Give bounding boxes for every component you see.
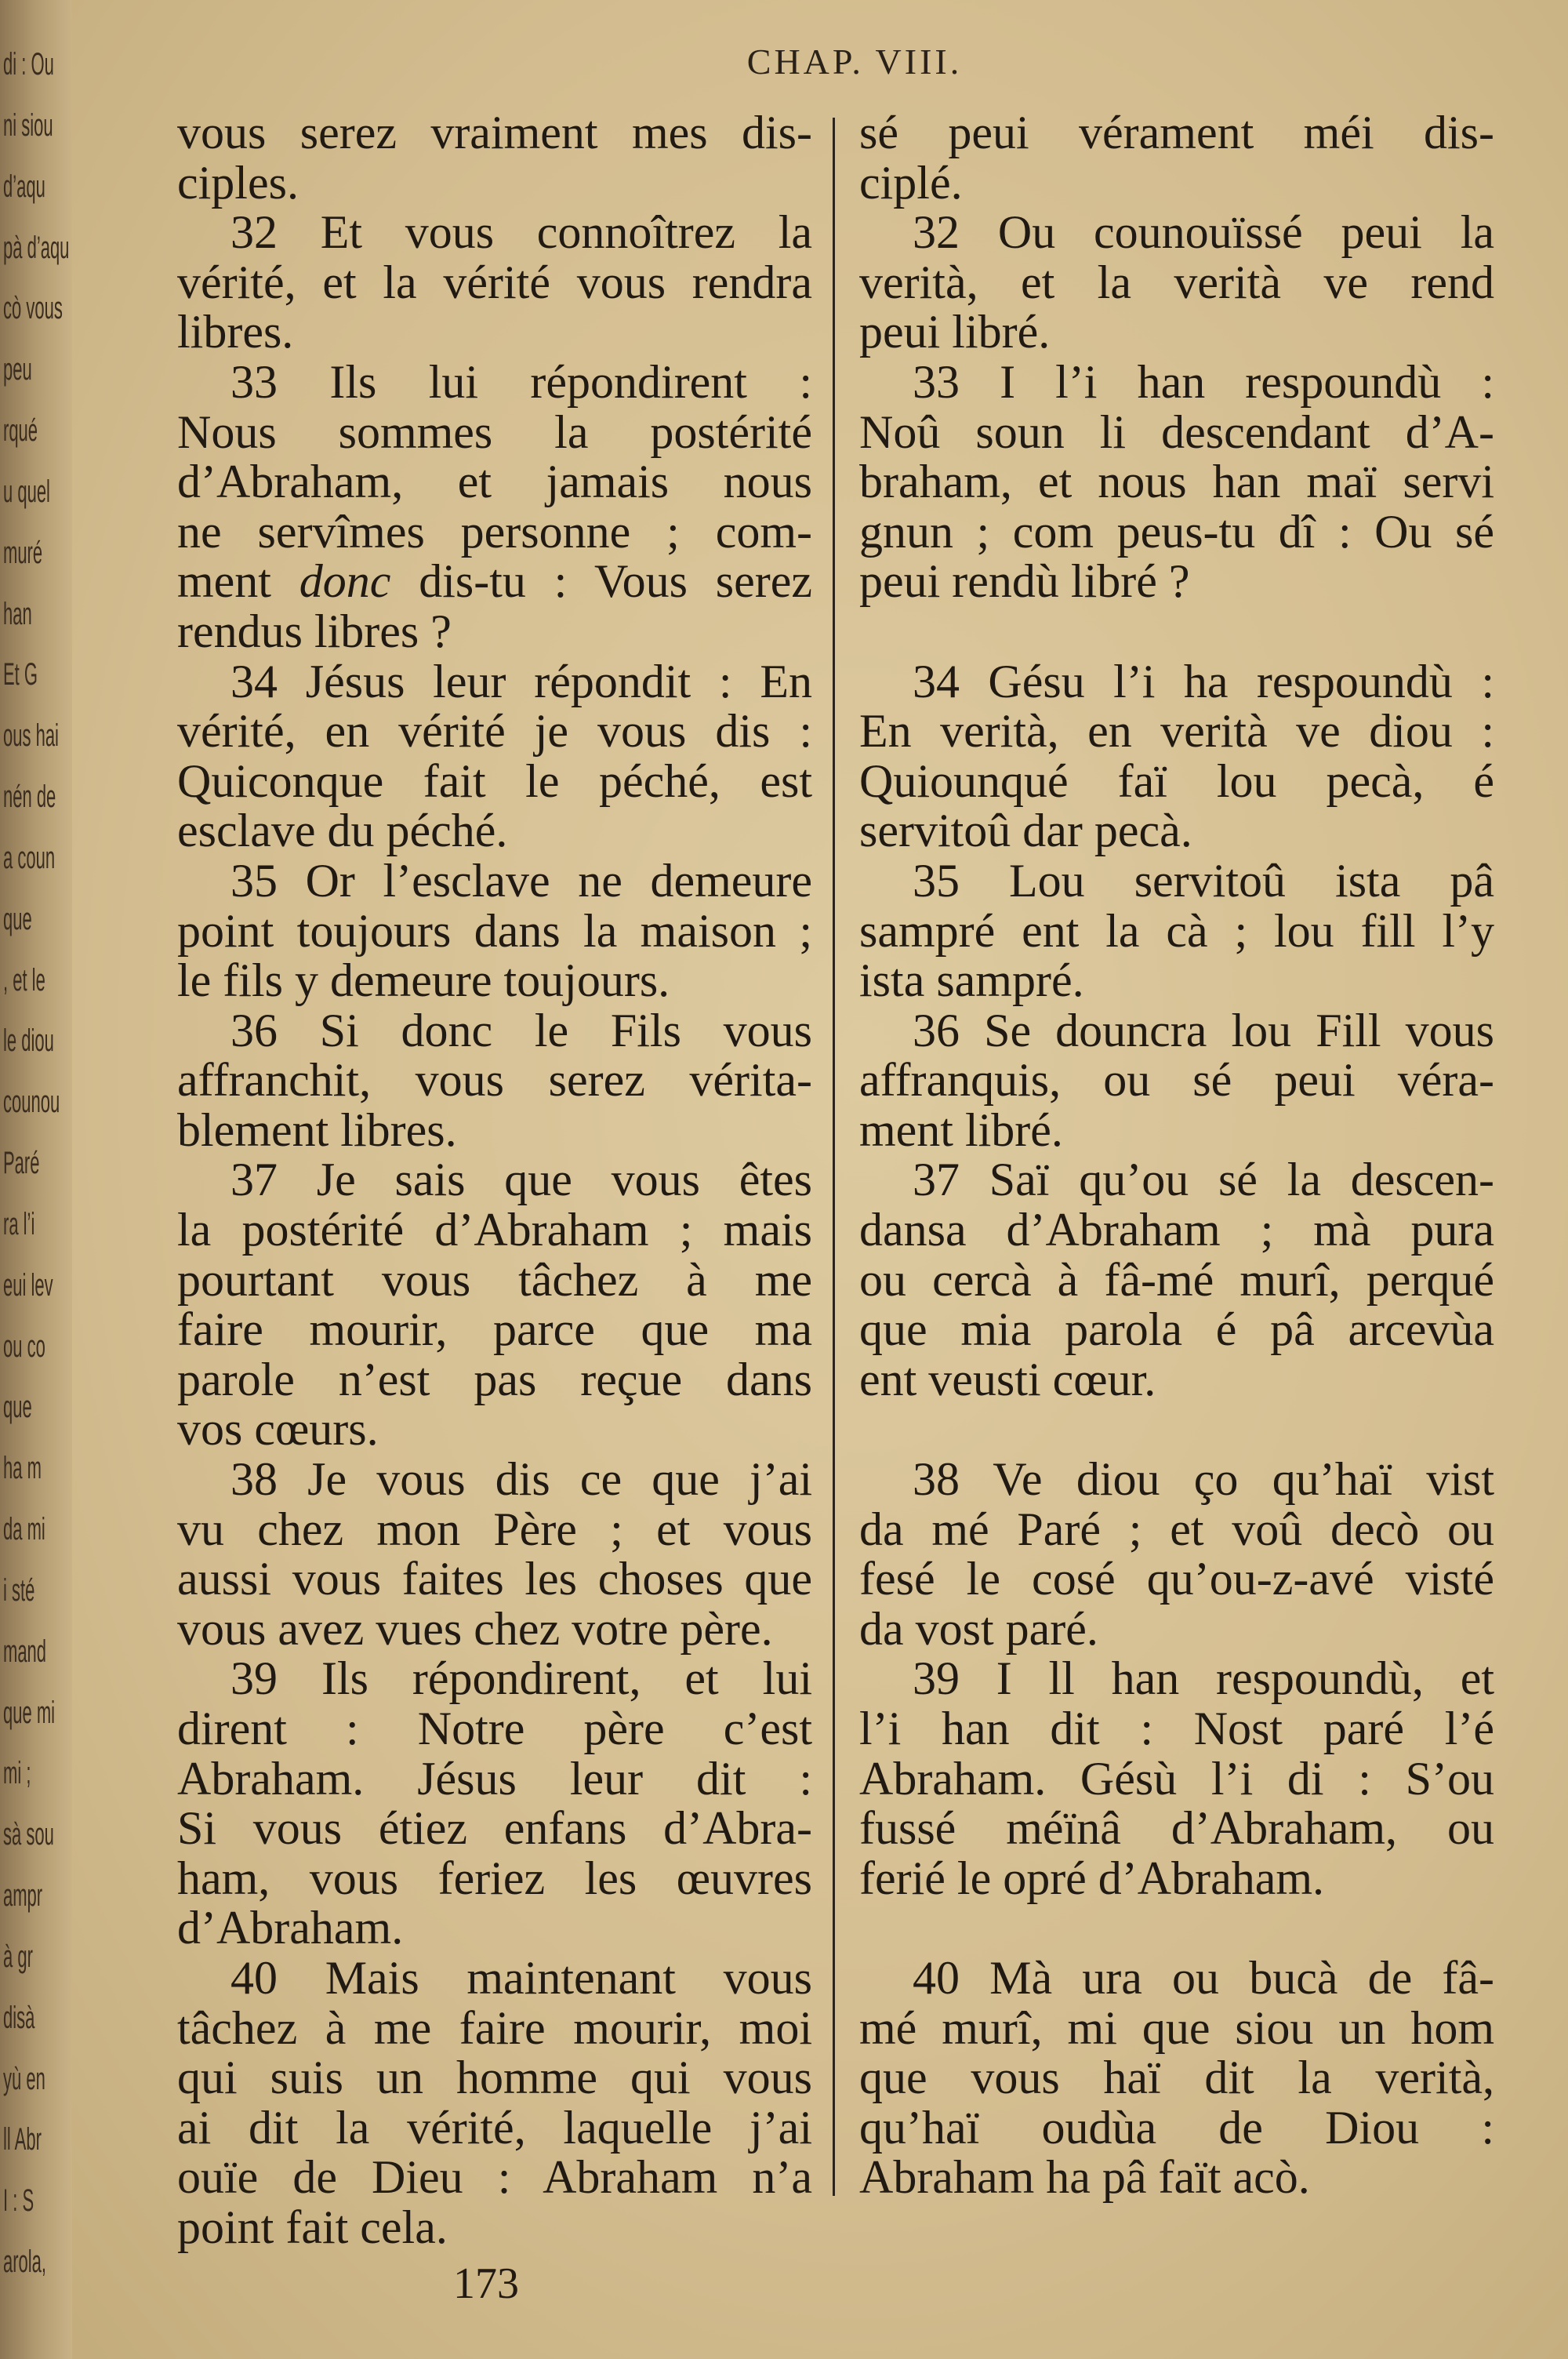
- text-line: ciples.: [177, 156, 299, 209]
- text-line: 35 Or l’esclave ne demeure: [230, 854, 812, 907]
- text-line: ment libré.: [859, 1103, 1063, 1156]
- gutter-fragment: que mi: [3, 1695, 56, 1730]
- text-line: gnun ; com peus-tu dî : Ou sé: [859, 505, 1494, 558]
- text-line: sé peui vérament méi dis-: [859, 107, 1494, 158]
- blank-line: [859, 1405, 1494, 1455]
- gutter-fragment: peu: [3, 352, 32, 387]
- text-line: 40 Mais maintenant vous: [230, 1951, 812, 2004]
- gutter-fragment: i sté: [3, 1572, 35, 1608]
- gutter-fragment: u quel: [3, 474, 50, 509]
- gutter-fragment: mi ;: [3, 1756, 31, 1791]
- text-line: 34 Jésus leur répondit : En: [230, 655, 812, 707]
- text-line: rendus libres ?: [177, 605, 452, 657]
- text-line: 39 Ils répondirent, et lui: [230, 1652, 812, 1705]
- text-line: ne servîmes personne ; com-: [177, 505, 812, 558]
- text-line: ouïe de Dieu : Abraham n’a: [177, 2151, 812, 2204]
- text-line: vérité, et la vérité vous rendra: [177, 256, 812, 308]
- text-line: la postérité d’Abraham ; mais: [177, 1204, 812, 1256]
- text-line: ham, vous feriez les œuvres: [177, 1852, 812, 1904]
- text-line: faire mourir, parce que ma: [177, 1303, 812, 1356]
- blank-line: [859, 607, 1494, 657]
- page-number: 173: [453, 2259, 519, 2308]
- gutter-fragment: ni siou: [3, 107, 53, 143]
- text-line: 36 Si donc le Fils vous: [230, 1004, 812, 1056]
- text-line: ou cercà à fâ-mé murî, perqué: [859, 1253, 1494, 1306]
- gutter-fragment: nén de: [3, 780, 56, 815]
- text-line: aussi vous faites les choses que: [177, 1553, 812, 1605]
- text-line: tâchez à me faire mourir, moi: [177, 2001, 812, 2054]
- gutter-fragment: pà d’aqu: [3, 230, 70, 265]
- chapter-title: CHAP. VIII.: [746, 42, 963, 82]
- text-line: d’Abraham, et jamais nous: [177, 456, 812, 508]
- text-line: 37 Je sais que vous êtes: [230, 1154, 812, 1206]
- text-line: ment donc dis-tu : Vous serez: [177, 555, 812, 608]
- text-line: que vous haï dit la verità,: [859, 2052, 1494, 2104]
- text-line: Noû soun li descendant d’A-: [859, 405, 1494, 458]
- gutter-fragment: a coun: [3, 840, 56, 875]
- text-line: 34 Gésu l’i ha respoundù :: [913, 655, 1494, 707]
- text-line: braham, et nous han maï servi: [859, 456, 1494, 508]
- text-line: l’i han dit : Nost paré l’é: [859, 1703, 1494, 1754]
- gutter-fragment: ha m: [3, 1451, 42, 1486]
- text-line: fussé méïnâ d’Abraham, ou: [859, 1802, 1494, 1855]
- text-line: point toujours dans la maison ;: [177, 904, 812, 957]
- text-line: point fait cela.: [177, 2201, 448, 2253]
- text-line: Abraham. Gésù l’i di : S’ou: [859, 1752, 1494, 1805]
- text-line: peui libré.: [859, 306, 1051, 358]
- text-line: 33 I l’i han respoundù :: [913, 355, 1494, 408]
- gutter-fragment: à gr: [3, 1939, 33, 1974]
- chapter-header: [0, 41, 1568, 82]
- gutter-fragment: ou co: [3, 1329, 45, 1364]
- text-line: 37 Saï qu’ou sé la descen-: [913, 1154, 1494, 1206]
- text-line: vérité, en vérité je vous dis :: [177, 705, 812, 758]
- gutter-fragment: muré: [3, 535, 43, 570]
- gutter-fragment: I : S: [3, 2183, 34, 2219]
- text-line: ciplé.: [859, 156, 963, 209]
- text-line: que mia parola é pâ arcevùa: [859, 1303, 1494, 1356]
- text-line: blement libres.: [177, 1103, 457, 1156]
- text-line: Abraham. Jésus leur dit :: [177, 1752, 812, 1805]
- text-line: pourtant vous tâchez à me: [177, 1253, 812, 1306]
- italic-word: donc: [299, 555, 391, 608]
- text-line: 39 I ll han respoundù, et: [913, 1652, 1494, 1705]
- text-line: vos cœurs.: [177, 1403, 379, 1456]
- adjacent-page-edge: [0, 0, 72, 2359]
- text-line: 40 Mà ura ou bucà de fâ-: [913, 1951, 1494, 2004]
- column-divider: [833, 118, 835, 2196]
- gutter-fragment: sà sou: [3, 1817, 54, 1852]
- text-line: 35 Lou servitoû ista pâ: [913, 854, 1494, 907]
- gutter-fragment: mand: [3, 1634, 47, 1669]
- text-line: peui rendù libré ?: [859, 555, 1190, 608]
- gutter-fragment: arola,: [3, 2245, 47, 2280]
- gutter-fragment: que: [3, 901, 32, 936]
- gutter-fragment: ampr: [3, 1878, 43, 1914]
- gutter-fragment: ll Abr: [3, 2122, 42, 2157]
- text-line: affranquis, ou sé peui véra-: [859, 1054, 1494, 1107]
- gutter-fragment: Paré: [3, 1146, 40, 1181]
- text-line: affranchit, vous serez vérita-: [177, 1054, 812, 1107]
- text-line: 38 Je vous dis ce que j’ai: [230, 1453, 812, 1506]
- text-line: vous serez vraiment mes dis-: [177, 107, 812, 158]
- text-line: vu chez mon Père ; et vous: [177, 1503, 812, 1555]
- text-line: En verità, en verità ve diou :: [859, 705, 1494, 758]
- gutter-fragment: cò vous: [3, 291, 63, 326]
- text-line: qu’haï oudùa de Diou :: [859, 2101, 1494, 2154]
- gutter-fragment: di : Ou: [3, 47, 54, 82]
- text-line: ent veusti cœur.: [859, 1353, 1156, 1405]
- text-line: da mé Paré ; et voû decò ou: [859, 1503, 1494, 1555]
- gutter-fragment: eui lev: [3, 1267, 53, 1303]
- gutter-fragment: Et G: [3, 657, 38, 692]
- gutter-fragment: d’aqu: [3, 169, 45, 204]
- gutter-fragment: , et le: [3, 962, 45, 998]
- text-line: 36 Se douncra lou Fill vous: [913, 1004, 1494, 1056]
- gutter-fragment: counou: [3, 1085, 60, 1120]
- blank-line: [859, 1903, 1494, 1954]
- text-line: 32 Et vous connoîtrez la: [230, 206, 812, 259]
- text-line: ai dit la vérité, laquelle j’ai: [177, 2101, 812, 2154]
- gutter-fragment: que: [3, 1390, 32, 1425]
- text-line: qui suis un homme qui vous: [177, 2052, 812, 2104]
- french-column: [177, 108, 812, 2253]
- text-line: parole n’est pas reçue dans: [177, 1353, 812, 1405]
- text-line: 33 Ils lui répondirent :: [230, 355, 812, 408]
- text-line: mé murî, mi que siou un hom: [859, 2001, 1494, 2054]
- text-line: 38 Ve diou ço qu’haï vist: [913, 1453, 1494, 1506]
- text-line: Nous sommes la postérité: [177, 405, 812, 458]
- text-line: dirent : Notre père c’est: [177, 1703, 812, 1754]
- text-line: vous avez vues chez votre père.: [177, 1602, 773, 1655]
- text-line: Si vous étiez enfans d’Abra-: [177, 1802, 812, 1855]
- text-line: Quiounqué faï lou pecà, é: [859, 754, 1494, 807]
- gutter-fragment: disà: [3, 2000, 35, 2035]
- text-line: esclave du péché.: [177, 805, 508, 857]
- text-line: da vost paré.: [859, 1602, 1098, 1655]
- text-line: sampré ent la cà ; lou fill l’y: [859, 904, 1494, 957]
- text-line: fesé le cosé qu’ou-z-avé visté: [859, 1553, 1494, 1605]
- text-line: d’Abraham.: [177, 1902, 404, 1954]
- text-line: servitoû dar pecà.: [859, 805, 1192, 857]
- gutter-fragment: da mi: [3, 1512, 45, 1547]
- gutter-fragment: yù en: [3, 2061, 45, 2096]
- gutter-fragment: le diou: [3, 1023, 54, 1059]
- text-line: ferié le opré d’Abraham.: [859, 1852, 1325, 1904]
- text-line: libres.: [177, 306, 294, 358]
- text-line: Abraham ha pâ faït acò.: [859, 2151, 1310, 2204]
- nissart-column: [859, 108, 1494, 2203]
- gutter-fragment: ous hai: [3, 718, 59, 754]
- gutter-fragment: rqué: [3, 413, 38, 449]
- gutter-fragment: ra l’i: [3, 1206, 35, 1241]
- text-line: 32 Ou counouïssé peui la: [913, 206, 1494, 259]
- gutter-fragment: han: [3, 596, 32, 631]
- text-line: verità, et la verità ve rend: [859, 256, 1494, 308]
- text-line: dansa d’Abraham ; mà pura: [859, 1204, 1494, 1256]
- text-line: ista sampré.: [859, 954, 1084, 1007]
- text-line: Quiconque fait le péché, est: [177, 754, 812, 807]
- text-line: le fils y demeure toujours.: [177, 954, 670, 1007]
